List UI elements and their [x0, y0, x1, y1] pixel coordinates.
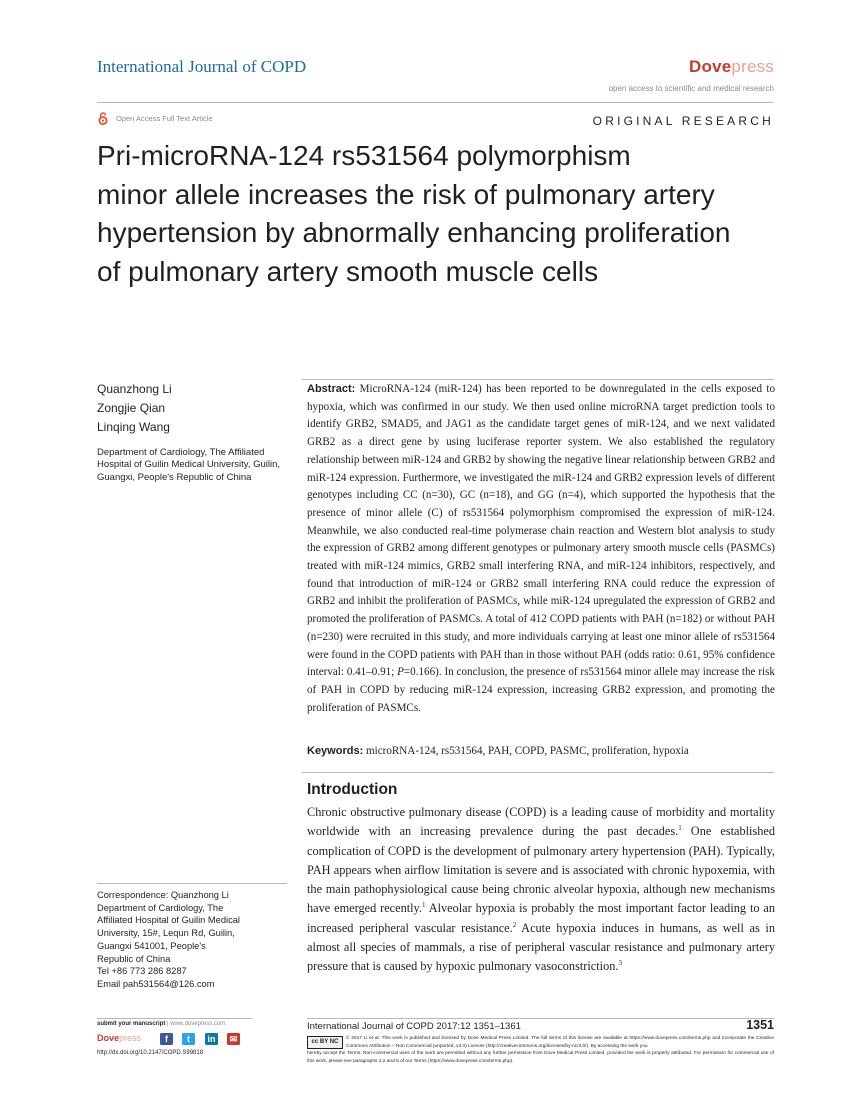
correspondence-line: University, 15#, Lequn Rd, Guilin, — [97, 928, 235, 939]
abstract-text: MicroRNA-124 (miR-124) has been reported to be downregulated in the cells exposed to hypoxia, which was confirmed in our study. We then used online microRNA target prediction tools to identify GRB2, SMAD5, and JAG1 as the candidate target genes of miR-124, and we next validated GRB2 as a direct gene by using luciferase reporter system. We also established the regulatory relationship between miR-124 and GRB2 by showing the negative linear relationship between GRB2 and miR-124 expression. Furthermore, we investigated the miR-124 and GRB2 expression levels of different genotypes including CC (n=30), GC (n=18), and GG (n=4), which supported the hypothesis that the presence of minor allele (C) of rs531564 polymorphism compromised the expression of miR-124. Meanwhile, we also conducted real-time polymerase chain reaction and Western blot analysis to study the expression of GRB2 among different genotypes or pulmonary artery smooth muscle cells (PASMCs) treated with miR-124 mimics, GRB2 small interfering RNA, and miR-124 inhibitors, respectively, and found that introduction of miR-124 or GRB2 small interfering RNA could reduce the expression of GRB2 and inhibit the proliferation of PASMCs, while miR-124 upregulated the expression of GRB2 and promoted the proliferation of PASMCs. A total of 412 COPD patients with PAH (n=182) or without PAH (n=230) were recruited in this study, and more individuals carrying at least one minor allele of rs531564 were found in the COPD patients with PAH than in those without PAH (odds ratio: 0.61, 95% confidence interval: 0.41–0.91; — [307, 383, 775, 679]
reference-link[interactable]: 1 — [678, 824, 682, 833]
intro-text: Chronic obstructive pulmonary disease (COPD) is a leading cause of morbidity and mortality worldwide with an increasing prevalence during the past decades. — [307, 805, 775, 839]
open-access-icon — [98, 112, 108, 125]
publisher-tagline: open access to scientific and medical research — [608, 84, 774, 93]
correspondence-line: Department of Cardiology, The — [97, 902, 224, 913]
title-line: of pulmonary artery smooth muscle cells — [97, 255, 599, 287]
correspondence-divider — [97, 883, 287, 884]
creative-commons-badge[interactable]: cc BY NC — [307, 1036, 343, 1049]
facebook-icon[interactable]: f — [160, 1033, 173, 1045]
header-divider — [97, 102, 774, 103]
journal-title: International Journal of COPD — [97, 57, 307, 76]
keywords — [307, 743, 775, 761]
submit-label: submit your manuscript — [97, 1021, 166, 1027]
correspondence-email[interactable]: Email pah531564@126.com — [97, 978, 215, 989]
brand-light: press — [731, 57, 774, 76]
correspondence-line: Guangxi 541001, People's — [97, 940, 206, 951]
doi-link[interactable]: http://dx.doi.org/10.2147/COPD.S99818 — [97, 1050, 204, 1056]
author-name[interactable]: Quanzhong Li — [97, 382, 172, 396]
license-text: © 2017 Li et al. This work is published and licensed by Dove Medical Press Limited. The full terms of this license are available at https://www.dovepress.com/terms.php and incorporate the Creative Commons Attribution – Non Commercial (unported, v3.0) License (http://creativecommons.org/licenses/by-nc/3.0/). By accessing the work you — [346, 1036, 774, 1049]
p-value-symbol: P — [397, 666, 404, 679]
linkedin-icon[interactable]: in — [205, 1033, 218, 1045]
brand-bold: Dove — [689, 57, 732, 76]
keywords-label: Keywords: — [307, 745, 364, 757]
correspondence-block — [97, 889, 292, 991]
intro-text: Alveolar hypoxia is probably the most important factor leading to an increased peripheral vascular resistance. — [307, 901, 776, 935]
brand-light: press — [119, 1033, 142, 1043]
footer-divider-left — [97, 1018, 252, 1019]
submit-site: | www.dovepress.com — [165, 1021, 226, 1027]
correspondence-phone: Tel +86 773 286 8287 — [97, 966, 187, 977]
correspondence-line: Republic of China — [97, 953, 171, 964]
submit-manuscript-link[interactable] — [97, 1021, 225, 1027]
email-icon[interactable]: ✉ — [227, 1033, 240, 1045]
author-name[interactable]: Zongjie Qian — [97, 401, 166, 415]
abstract — [307, 381, 775, 717]
page-number: 1351 — [746, 1018, 774, 1032]
correspondence-line: Affiliated Hospital of Guilin Medical — [97, 915, 240, 926]
paper-title — [97, 137, 797, 291]
author-list — [97, 380, 172, 437]
abstract-text-end: =0.166). In conclusion, the presence of rs531564 minor allele may increase the risk of PAH in COPD by reducing miR-124 expression, increasing GRB2 expression, and promoting the proliferation of PASMCs. — [307, 666, 775, 714]
title-line: Pri-microRNA-124 rs531564 polymorphism — [97, 140, 631, 171]
author-name[interactable]: Linqing Wang — [97, 420, 170, 434]
citation-line: International Journal of COPD 2017:12 1351–1361 — [307, 1021, 521, 1032]
intro-text: One established complication of COPD is the development of pulmonary artery hypertension (PAH). Typically, PAH appears when airflow limitation is severe and is associated with chronic hypoxemia, with the main pathophysiological cause being chronic alveolar hypoxia, although new mechanisms have emerged recently. — [307, 824, 775, 916]
keywords-text: microRNA-124, rs531564, PAH, COPD, PASMC, proliferation, hypoxia — [366, 745, 689, 757]
intro-text: Acute hypoxia induces in humans, as well as in almost all species of mammals, a rise of peripheral vascular resistance and pulmonary artery pressure that is caused by hypoxic pulmonary vasoconstriction. — [307, 920, 775, 974]
introduction-paragraph — [307, 803, 775, 977]
footer-publisher-logo[interactable] — [97, 1033, 141, 1043]
license-text-continued: hereby accept the Terms. Non-commercial uses of the work are permitted without any further permission from Dove Medical Press Limited, provided the work is properly attributed. For permission for commercial use of this work, please see paragraphs 4.2 and 5 of our Terms (https://www.dovepress.com/terms.php). — [307, 1051, 774, 1064]
title-line: minor allele increases the risk of pulmonary artery — [97, 178, 715, 210]
abstract-label: Abstract: — [307, 383, 356, 395]
correspondence-line: Correspondence: Quanzhong Li — [97, 890, 229, 900]
twitter-icon[interactable]: t — [182, 1033, 195, 1045]
reference-link[interactable]: 1 — [422, 901, 426, 910]
section-heading-introduction: Introduction — [307, 781, 398, 798]
publisher-logo[interactable] — [689, 57, 774, 77]
brand-bold: Dove — [97, 1033, 120, 1043]
affiliation: Department of Cardiology, The Affiliated Hospital of Guilin Medical University, Guilin, Guangxi, People's Republic of China — [97, 447, 281, 483]
open-access-label[interactable]: Open Access Full Text Article — [116, 114, 213, 123]
reference-link[interactable]: 3 — [618, 959, 622, 968]
footer-divider-right — [307, 1018, 774, 1019]
title-line: hypertension by abnormally enhancing proliferation — [97, 217, 731, 248]
reference-link[interactable]: 2 — [512, 920, 517, 929]
article-type: ORIGINAL RESEARCH — [592, 114, 774, 128]
